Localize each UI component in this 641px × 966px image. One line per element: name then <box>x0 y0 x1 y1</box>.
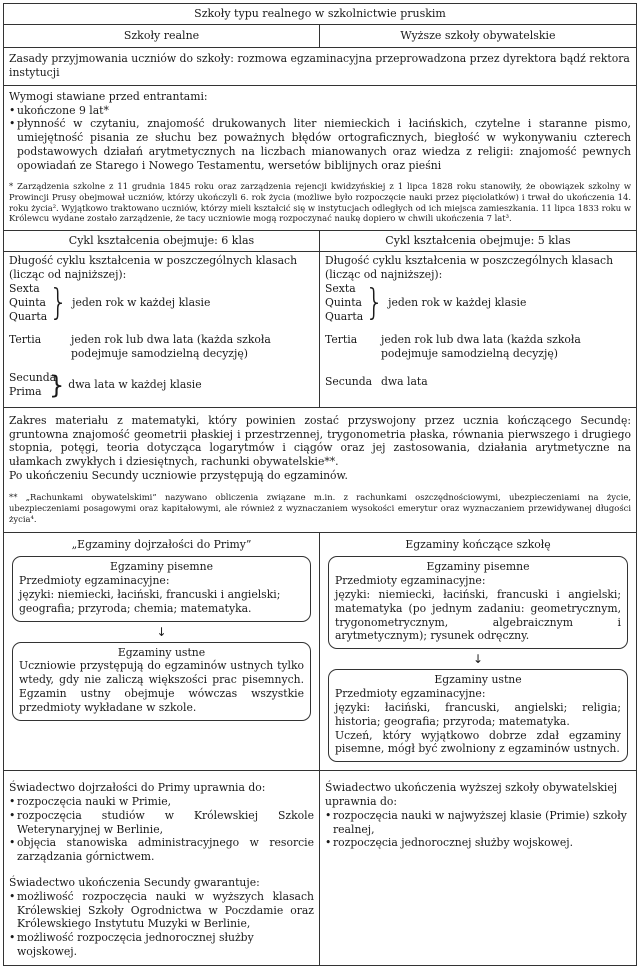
cycle-right-header: Cykl kształcenia obejmuje: 5 klas <box>320 231 636 252</box>
box-title: Egzaminy ustne <box>434 673 522 687</box>
subjects-list: języki: łaciński, francuski, angielski; religia; historia; geografia; przyroda; matematyka. <box>335 700 621 728</box>
certificate-list <box>325 809 631 850</box>
class-name: Sexta <box>325 282 356 296</box>
subjects-label: Przedmioty egzaminacyjne: <box>19 574 170 588</box>
certificates-section <box>4 771 636 965</box>
class-duration: jeden rok w każdej klasie <box>72 295 211 309</box>
exams-left-header: „Egzaminy dojrzałości do Primy” <box>71 537 252 551</box>
cycle-right <box>320 231 636 406</box>
exams-right <box>320 533 636 771</box>
class-group-lower <box>9 282 314 323</box>
requirements-section <box>4 86 636 232</box>
cycle-left-intro: Długość cyklu kształcenia w poszczególnych klasach (licząc od najniższej): <box>9 254 298 282</box>
cycle-left-header: Cykl kształcenia obejmuje: 6 klas <box>4 231 319 252</box>
column-header-right: Wyższe szkoły obywatelskie <box>400 29 556 43</box>
box-title: Egzaminy pisemne <box>110 560 213 574</box>
requirements-list <box>9 104 631 173</box>
certificates-right <box>320 771 636 965</box>
requirement-skills: • płynność w czytaniu, znajomość drukowanych liter niemieckich i łacińskich, czytelne i staranne pismo, umiejętność pisania ze słuchu bez poważnych błędów ortograficznych, biegłość w wykonywaniu czterech podstawowych działań arytmetycznych na liczbach mianowanych oraz wiedza z religii: znajomość pewnych opowiadań ze Starego i Nowego Testamentu, wersetów biblijnych oraz pieśni <box>9 117 631 172</box>
box-title: Egzaminy ustne <box>117 645 206 659</box>
class-tertia <box>9 333 314 361</box>
written-exams-box <box>12 556 311 621</box>
arrow-down-icon: ↓ <box>156 624 167 639</box>
certificate-list <box>9 890 314 959</box>
exams-right-header: Egzaminy kończące szkołę <box>405 537 551 551</box>
math-section <box>4 408 636 533</box>
oral-exams-text: Uczniowie przystępują do egzaminów ustnych tylko wtedy, gdy nie zaliczą większości prac pisemnych. Egzamin ustny obejmuje wówczas wszystkie przedmioty wykładane w szkole. <box>19 659 304 714</box>
class-duration: jeden rok w każdej klasie <box>388 295 527 309</box>
brace-icon: } <box>49 370 65 400</box>
cycle-section <box>4 231 636 407</box>
class-duration: dwa lata w każdej klasie <box>68 378 202 392</box>
oral-exams-text: Uczeń, który wyjątkowo dobrze zdał egzaminy pisemne, mógł być zwolniony z egzaminów ustnych. <box>335 728 621 756</box>
comparison-table <box>3 3 637 966</box>
class-duration: jeden rok lub dwa lata (każda szkoła podejmuje samodzielną decyzję) <box>71 333 271 361</box>
column-headers <box>4 25 636 48</box>
list-item: • możliwość rozpoczęcia nauki w wyższych klasach Królewskiej Szkoły Ogrodnictwa w Poczdamie oraz Królewskiego Instytutu Muzyki w Berlinie, <box>9 890 314 931</box>
subjects-label: Przedmioty egzaminacyjne: <box>335 687 486 701</box>
class-tertia <box>325 333 631 361</box>
requirement-age: • ukończone 9 lat* <box>9 104 631 118</box>
certificate-heading: Świadectwo dojrzałości do Primy uprawnia do: <box>9 781 266 795</box>
list-item: • rozpoczęcia nauki w najwyższej klasie (Primie) szkoły realnej, <box>325 809 631 837</box>
class-name: Secunda <box>9 371 57 385</box>
class-name: Tertia <box>9 333 42 347</box>
written-exams-box <box>328 556 628 649</box>
class-group-upper <box>9 371 314 399</box>
oral-exams-box <box>328 669 628 762</box>
cycle-left <box>4 231 320 406</box>
table-title: Szkoły typu realnego w szkolnictwie pruskim <box>4 4 636 25</box>
list-item: • rozpoczęcia nauki w Primie, <box>9 795 314 809</box>
certificate-list <box>9 795 314 864</box>
certificate-heading: Świadectwo ukończenia Secundy gwarantuje: <box>9 876 260 889</box>
class-name: Sexta <box>9 282 40 296</box>
class-duration: dwa lata <box>381 375 428 389</box>
box-title: Egzaminy pisemne <box>426 560 530 574</box>
class-name: Quinta <box>325 295 362 309</box>
class-name: Tertia <box>325 333 358 347</box>
list-item: • możliwość rozpoczęcia jednorocznej służby wojskowej. <box>9 931 314 959</box>
requirements-heading: Wymogi stawiane przed entrantami: <box>9 89 208 103</box>
subjects-list: języki: niemiecki, łaciński, francuski i angielski; geografia; przyroda; chemia; matematyka. <box>19 588 281 615</box>
class-duration: jeden rok lub dwa lata (każda szkoła podejmuje samodzielną decyzję) <box>381 333 581 361</box>
class-name: Prima <box>9 384 42 398</box>
certificates-left <box>4 771 320 965</box>
exams-left <box>4 533 320 771</box>
subjects-list: języki: niemiecki, łaciński, francuski i angielski; matematyka (po jednym zadaniu: geometrycznym, trygonometrycznym, algebraicznym i arytmetycznym); rysunek odręczny. <box>335 588 621 643</box>
brace-icon: } <box>365 281 385 324</box>
class-name: Secunda <box>325 375 373 389</box>
math-after: Po ukończeniu Secundy uczniowie przystępują do egzaminów. <box>9 468 348 482</box>
class-group-lower <box>325 282 631 323</box>
footnote-civic-math: ** „Rachunkami obywatelskimi” nazywano obliczenia związane m.in. z rachunkami oszczędnościowymi, ubezpieczeniami na życie, ubezpieczeniami posagowymi oraz kapitałowymi, ale również z wyznaczaniem wysokości emerytur oraz wyznaczaniem przewidywanej długości życia⁴. <box>9 491 631 524</box>
class-name: Quarta <box>325 309 364 323</box>
subjects-label: Przedmioty egzaminacyjne: <box>335 574 486 588</box>
exams-section <box>4 533 636 772</box>
math-scope: Zakres materiału z matematyki, który powinien zostać przyswojony przez ucznia kończącego Secundę: gruntowna znajomość geometrii płaskiej i przestrzennej, trygonometria płaska, równania pierwszego i drugiego stopnia, potęgi, teoria dotycząca logarytmów i ciągów oraz jej zastosowania, działania arytmetyczne na ułamkach zwykłych i dziesiętnych, rachunki obywatelskie**. <box>9 413 631 469</box>
brace-icon: } <box>49 281 69 324</box>
certificate-heading: Świadectwo ukończenia wyższej szkoły obywatelskiej uprawnia do: <box>325 781 618 808</box>
list-item: • rozpoczęcia jednorocznej służby wojskowej. <box>325 836 631 850</box>
footnote-age: * Zarządzenia szkolne z 11 grudnia 1845 roku oraz zarządzenia rejencji kwidzyńskiej z 1 lipca 1828 roku stanowiły, że obowiązek szkolny w Prowincji Prusy obejmował uczniów, którzy ukończyli 6. rok życia (możliwe było rozpoczęcie nauki przez pięciolatków) i trwał do ukończenia 14. roku życia². Wyjątkowo traktowano uczniów, którzy mieli kształcić się w instytucjach odległych od ich miejsca zamieszkania. 11 lipca 1833 roku w Królewcu wydane zostało zarządzenie, że tacy uczniowie mogą rozpoczynać naukę dopiero w chwili ukończenia 7 lat³. <box>9 180 631 224</box>
oral-exams-box <box>12 642 311 721</box>
cycle-right-intro: Długość cyklu kształcenia w poszczególnych klasach (licząc od najniższej): <box>325 254 614 282</box>
class-secunda <box>325 375 631 389</box>
list-item: • objęcia stanowiska administracyjnego w resorcie zarządzania górnictwem. <box>9 836 314 864</box>
class-name: Quarta <box>9 309 48 323</box>
admission-row: Zasady przyjmowania uczniów do szkoły: rozmowa egzaminacyjna przeprowadzona przez dyrektora bądź rektora instytucji <box>4 48 636 86</box>
column-header-left: Szkoły realne <box>4 25 320 47</box>
arrow-down-icon: ↓ <box>472 652 484 667</box>
class-name: Quinta <box>9 295 46 309</box>
list-item: • rozpoczęcia studiów w Królewskiej Szkole Weterynaryjnej w Berlinie, <box>9 809 314 837</box>
